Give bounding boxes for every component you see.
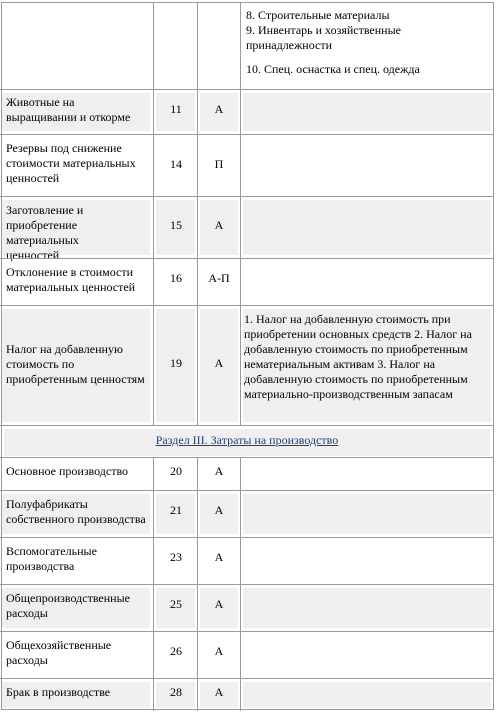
- account-type: А: [214, 356, 224, 370]
- table-row: [0, 305, 494, 426]
- account-code: 11: [170, 102, 182, 116]
- table-row: [0, 2, 494, 89]
- subaccounts-text: 1. Налог на добавленную стоимость при приобретении основных средств 2. Налог на добавленную стоимость по приобретенным нематериальным активам 3. Налог на добавленную стоимость по приобретенным материально-производственным запасам: [244, 312, 472, 401]
- subaccount-item: 10. Спец. оснастка и спец. одежда: [246, 62, 420, 76]
- section-header-row: [0, 425, 494, 458]
- account-name: Вспомогательные производства: [6, 544, 97, 573]
- account-type: А: [214, 218, 224, 232]
- account-type: А: [214, 464, 224, 478]
- table-row: [0, 631, 494, 679]
- account-code: 21: [170, 503, 182, 517]
- account-code: 26: [170, 644, 182, 658]
- table-row: [0, 457, 494, 491]
- account-type: А: [214, 644, 224, 658]
- account-code: 25: [170, 597, 182, 611]
- account-type: А-П: [208, 271, 230, 285]
- account-type: А: [214, 102, 224, 116]
- table-row: [0, 537, 494, 585]
- account-type: А: [214, 503, 224, 517]
- subaccount-item: 9. Инвентарь и хозяйственные принадлежности: [246, 23, 401, 52]
- table-row: [0, 134, 494, 197]
- account-code: 16: [170, 271, 182, 285]
- table-row: [0, 89, 494, 135]
- table-row: [0, 258, 494, 306]
- account-name: Брак в производстве: [6, 685, 111, 699]
- account-type: П: [214, 157, 224, 171]
- subaccount-item: 8. Строительные материалы: [246, 8, 390, 22]
- account-code: 23: [170, 550, 182, 564]
- account-type: А: [214, 550, 224, 564]
- account-type: А: [214, 597, 224, 611]
- account-type: А: [214, 685, 224, 699]
- account-name: Общехозяйственные расходы: [6, 638, 112, 667]
- account-code: 15: [170, 218, 182, 232]
- table-row: [0, 196, 494, 262]
- account-name: Общепроизводственные расходы: [6, 591, 130, 620]
- account-name: Заготовление и приобретение материальных ценностей: [6, 203, 84, 262]
- account-name: Резервы под снижение стоимости материальных ценностей: [6, 141, 136, 185]
- account-code: 20: [170, 464, 182, 478]
- account-name: Полуфабрикаты собственного производства: [6, 497, 146, 526]
- table-row: [0, 490, 494, 538]
- account-name: Отклонение в стоимости материальных ценностей: [6, 265, 136, 294]
- account-name: Налог на добавленную стоимость по приобретенным ценностям: [6, 342, 145, 386]
- section-link[interactable]: Раздел III. Затраты на производство: [155, 433, 339, 447]
- account-code: 14: [170, 157, 182, 171]
- account-name: Основное производство: [6, 464, 129, 478]
- table-row: [0, 584, 494, 632]
- table-row: [0, 678, 494, 711]
- account-name: Животные на выращивании и откорме: [6, 95, 131, 124]
- account-code: 19: [170, 356, 182, 370]
- account-code: 28: [170, 685, 182, 699]
